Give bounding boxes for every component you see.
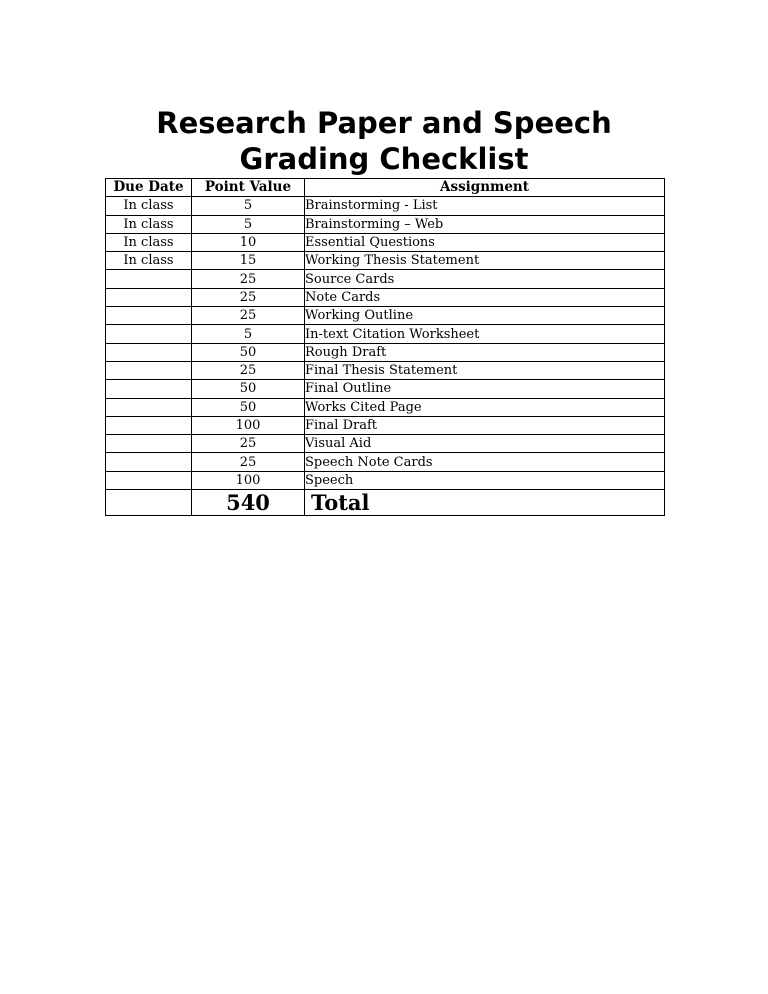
assignment-cell: Brainstorming – Web	[305, 215, 665, 233]
point-value-cell: 5	[192, 197, 305, 215]
due-date-cell	[106, 416, 192, 434]
point-value-cell: 15	[192, 252, 305, 270]
assignment-cell: Note Cards	[305, 288, 665, 306]
grading-checklist-table	[105, 178, 665, 516]
point-value-cell: 25	[192, 435, 305, 453]
point-value-cell: 25	[192, 307, 305, 325]
due-date-cell	[106, 380, 192, 398]
header-due-date: Due Date	[106, 179, 192, 197]
assignment-cell: Works Cited Page	[305, 398, 665, 416]
assignment-cell: Working Outline	[305, 307, 665, 325]
table-row	[106, 453, 665, 471]
assignment-cell: Final Draft	[305, 416, 665, 434]
table-row	[106, 197, 665, 215]
point-value-cell: 10	[192, 233, 305, 251]
point-value-cell: 50	[192, 343, 305, 361]
point-value-cell: 50	[192, 398, 305, 416]
due-date-cell	[106, 270, 192, 288]
assignment-cell: Visual Aid	[305, 435, 665, 453]
due-date-cell: In class	[106, 252, 192, 270]
table-row	[106, 288, 665, 306]
table-row	[106, 398, 665, 416]
point-value-cell: 25	[192, 270, 305, 288]
total-row	[106, 490, 665, 516]
table-header-row	[106, 179, 665, 197]
assignment-cell: In-text Citation Worksheet	[305, 325, 665, 343]
table-row	[106, 343, 665, 361]
point-value-cell: 50	[192, 380, 305, 398]
table-row	[106, 233, 665, 251]
table-row	[106, 252, 665, 270]
table-row	[106, 325, 665, 343]
table-row	[106, 307, 665, 325]
due-date-cell	[106, 343, 192, 361]
assignment-cell: Speech Note Cards	[305, 453, 665, 471]
due-date-cell	[106, 453, 192, 471]
due-date-cell: In class	[106, 215, 192, 233]
point-value-cell: 100	[192, 416, 305, 434]
assignment-cell: Brainstorming - List	[305, 197, 665, 215]
point-value-cell: 5	[192, 325, 305, 343]
total-due-date-cell	[106, 490, 192, 516]
table-row	[106, 361, 665, 379]
assignment-cell: Source Cards	[305, 270, 665, 288]
assignment-cell: Working Thesis Statement	[305, 252, 665, 270]
table-row	[106, 435, 665, 453]
assignment-cell: Final Outline	[305, 380, 665, 398]
header-point-value: Point Value	[192, 179, 305, 197]
assignment-cell: Rough Draft	[305, 343, 665, 361]
due-date-cell	[106, 288, 192, 306]
table-row	[106, 380, 665, 398]
point-value-cell: 100	[192, 471, 305, 489]
point-value-cell: 5	[192, 215, 305, 233]
due-date-cell	[106, 325, 192, 343]
due-date-cell	[106, 398, 192, 416]
page-title-line-2: Grading Checklist	[239, 142, 529, 177]
assignment-cell: Final Thesis Statement	[305, 361, 665, 379]
due-date-cell: In class	[106, 233, 192, 251]
assignment-cell: Essential Questions	[305, 233, 665, 251]
point-value-cell: 25	[192, 288, 305, 306]
table-row	[106, 270, 665, 288]
assignment-cell: Speech	[305, 471, 665, 489]
due-date-cell	[106, 471, 192, 489]
due-date-cell: In class	[106, 197, 192, 215]
page-title-line-1: Research Paper and Speech	[156, 106, 612, 141]
table-row	[106, 416, 665, 434]
header-assignment: Assignment	[305, 179, 665, 197]
total-label-cell: Total	[305, 490, 665, 516]
page-title	[0, 105, 768, 177]
point-value-cell: 25	[192, 453, 305, 471]
table-row	[106, 471, 665, 489]
point-value-cell: 25	[192, 361, 305, 379]
due-date-cell	[106, 307, 192, 325]
due-date-cell	[106, 361, 192, 379]
total-points-cell: 540	[192, 490, 305, 516]
due-date-cell	[106, 435, 192, 453]
table-row	[106, 215, 665, 233]
